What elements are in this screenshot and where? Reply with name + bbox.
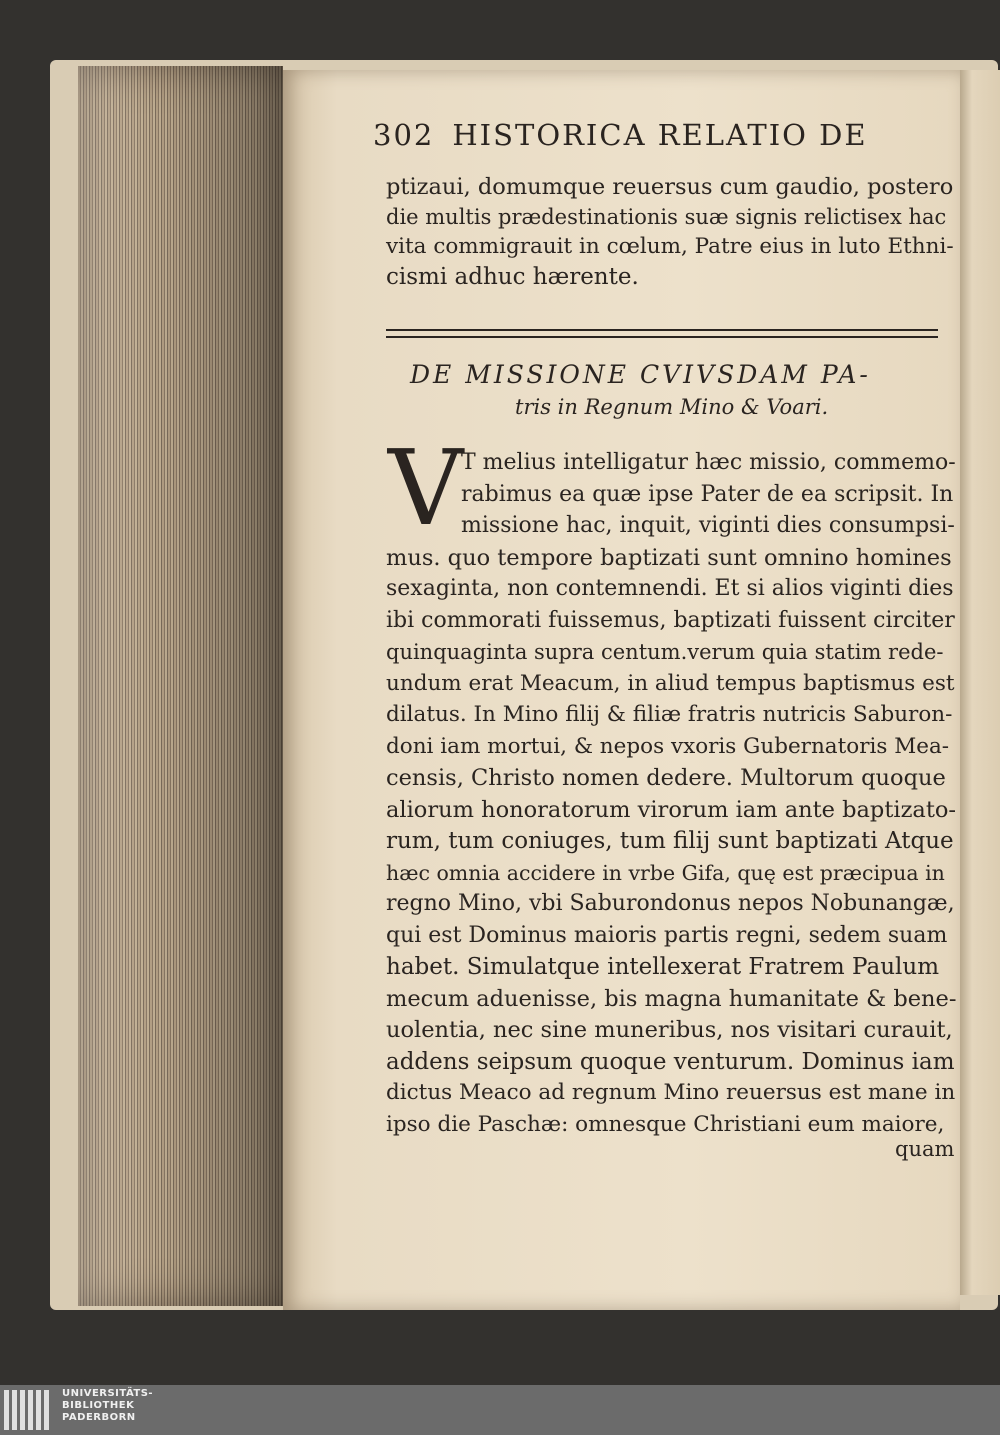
library-logo-icon [4, 1390, 54, 1430]
text-line: quinquaginta supra centum.verum quia statim rede- [386, 640, 944, 664]
drop-cap: V [388, 427, 464, 549]
section-title: DE MISSIONE CVIVSDAM PA- [410, 360, 871, 389]
text-line: mecum aduenisse, bis magna humanitate & bene- [386, 985, 957, 1012]
text-line: dictus Meaco ad regnum Mino reuersus est mane in [386, 1080, 956, 1105]
running-head-title: HISTORICA RELATIO DE [452, 118, 868, 152]
text-line: T melius intelligatur hæc missio, commemo- [461, 450, 956, 475]
facing-page-edge [958, 70, 1000, 1295]
text-line: hæc omnia accidere in vrbe Gifa, quę est præcipua in [386, 860, 945, 885]
text-line: aliorum honoratorum virorum iam ante baptizato- [386, 796, 957, 823]
text-line: habet. Simulatque intellexerat Fratrem Paulum [386, 954, 939, 980]
library-name [62, 1388, 202, 1424]
text-line: regno Mino, vbi Saburondonus nepos Nobunangæ, [386, 891, 955, 916]
text-line: missione hac, inquit, viginti dies consumpsi- [461, 513, 955, 538]
text-line: ibi commorati fuissemus, baptizati fuissent circiter [386, 607, 955, 633]
running-head [373, 118, 933, 164]
text-line: sexaginta, non contemnendi. Et si alios viginti dies [386, 576, 954, 601]
page-number: 302 [373, 118, 435, 152]
text-line: ptizaui, domumque reuersus cum gaudio, postero [386, 174, 954, 200]
page-edges-shade [78, 66, 283, 1306]
text-line: dilatus. In Mino filij & filiæ fratris nutricis Saburon- [386, 702, 953, 727]
library-line: BIBLIOTHEK [62, 1400, 135, 1411]
text-line: doni iam mortui, & nepos vxoris Gubernatoris Mea- [386, 733, 950, 759]
library-line: PADERBORN [62, 1412, 136, 1423]
text-line: censis, Christo nomen dedere. Multorum quoque [386, 765, 946, 791]
text-line: cismi adhuc hærente. [386, 264, 639, 290]
text-line: die multis prædestinationis suæ signis relictisex hac [386, 205, 947, 229]
text-line: addens seipsum quoque venturum. Dominus iam [386, 1048, 955, 1075]
section-subtitle: tris in Regnum Mino & Voari. [515, 395, 829, 419]
text-line: rabimus ea quæ ipse Pater de ea scripsit. In [461, 481, 954, 507]
catchword: quam [895, 1137, 955, 1161]
library-line: UNIVERSITÄTS- [62, 1388, 154, 1399]
text-line: ipso die Paschæ: omnesque Christiani eum maiore, [386, 1111, 945, 1137]
text-line: mus. quo tempore baptizati sunt omnino homines [386, 544, 952, 571]
section-divider [386, 329, 938, 338]
text-line: uolentia, nec sine muneribus, nos visitari curauit, [386, 1017, 953, 1043]
text-line: qui est Dominus maioris partis regni, sedem suam [386, 922, 948, 948]
text-line: vita commigrauit in cœlum, Patre eius in luto Ethni- [386, 234, 954, 259]
text-line: rum, tum coniuges, tum filij sunt baptizati Atque [386, 828, 954, 854]
text-line: undum erat Meacum, in aliud tempus baptismus est [386, 670, 955, 696]
